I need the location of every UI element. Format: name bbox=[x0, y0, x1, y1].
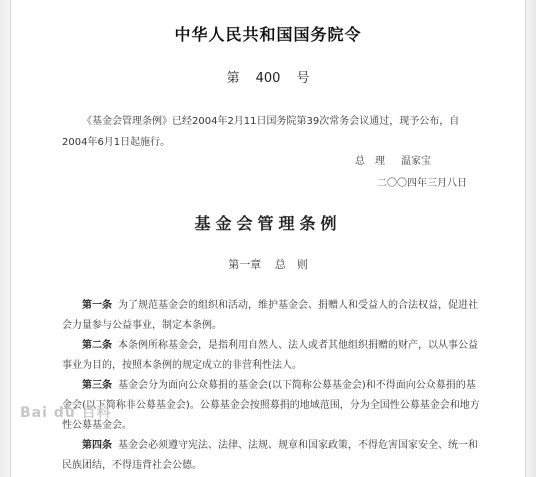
signatory-name: 温家宝 bbox=[401, 156, 431, 167]
regulation-title: 基金会管理条例 bbox=[194, 214, 342, 233]
preamble-paragraph: 《基金会管理条例》已经2004年2月11日国务院第39次常务会议通过，现予公布，自2004年6月1日起施行。 bbox=[62, 116, 460, 148]
article-text: 本条例所称基金会，是指利用自然人、法人或者其他组织捐赠的财产，以从事公益事业为目的，按照本条例的规定成立的非营利性法人。 bbox=[62, 340, 478, 371]
order-title: 中华人民共和国国务院令 bbox=[174, 25, 362, 44]
order-date: 二〇〇四年三月八日 bbox=[377, 178, 467, 189]
article-text: 基金会分为面向公众募捐的基金会(以下简称公募基金会)和不得面向公众募捐的基金会(以下简称非公募基金会)。公募基金会按照募捐的地域范围，分为全国性公募基金会和地方性公募基金会。 bbox=[62, 380, 480, 431]
signatory-title: 总 理 bbox=[355, 156, 385, 167]
signatory bbox=[355, 152, 447, 167]
article-number: 第一条 bbox=[82, 300, 112, 311]
order-number: 第 400 号 bbox=[226, 71, 310, 86]
article-number: 第四条 bbox=[82, 440, 112, 451]
article-4 bbox=[62, 436, 482, 476]
article-text: 基金会必须遵守宪法、法律、法规、规章和国家政策，不得危害国家安全、统一和民族团结，不得违背社会公德。 bbox=[62, 440, 478, 471]
article-1 bbox=[62, 296, 482, 336]
article-number: 第二条 bbox=[82, 340, 112, 351]
article-number: 第三条 bbox=[82, 380, 112, 391]
article-2 bbox=[62, 336, 482, 376]
chapter-heading: 第一章 总 则 bbox=[228, 258, 308, 271]
baidu-baike-watermark: Bai du 百科 bbox=[20, 405, 112, 421]
article-text: 为了规范基金会的组织和活动，维护基金会、捐赠人和受益人的合法权益，促进社会力量参与公益事业，制定本条例。 bbox=[62, 300, 478, 331]
article-3 bbox=[62, 376, 482, 436]
